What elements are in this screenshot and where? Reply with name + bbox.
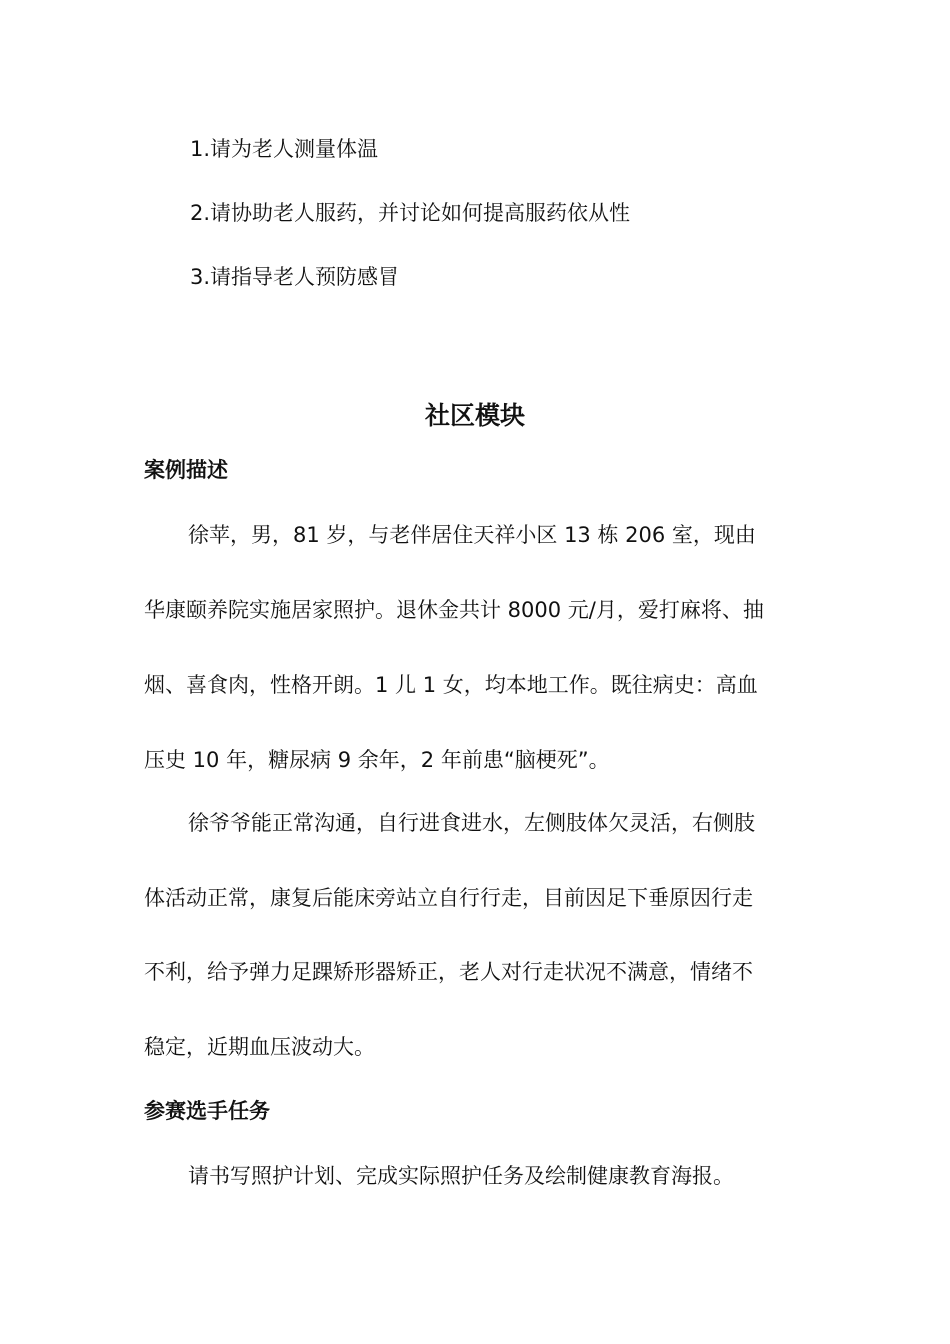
- case-paragraph2-line4: 稳定，近期血压波动大。: [144, 1035, 375, 1059]
- case-paragraph1-line4: 压史 10 年，糖尿病 9 余年，2 年前患“脑梗死”。: [144, 748, 610, 772]
- task-heading: 参赛选手任务: [144, 1099, 270, 1123]
- task-item-1: 1.请为老人测量体温: [190, 137, 379, 161]
- case-paragraph1-line2: 华康颐养院实施居家照护。退休金共计 8000 元/月，爱打麻将、抽: [144, 598, 764, 622]
- case-paragraph1-line3: 烟、喜食肉，性格开朗。1 儿 1 女，均本地工作。既往病史：高血: [144, 673, 758, 697]
- case-paragraph2-line2: 体活动正常，康复后能床旁站立自行行走，目前因足下垂原因行走: [144, 886, 753, 910]
- case-paragraph2-line3: 不利，给予弹力足踝矫形器矫正，老人对行走状况不满意，情绪不: [144, 960, 753, 984]
- task-item-2: 2.请协助老人服药，并讨论如何提高服药依从性: [190, 201, 631, 225]
- section-title: 社区模块: [424, 401, 525, 430]
- case-paragraph1-line1: 徐苹，男，81 岁，与老伴居住天祥小区 13 栋 206 室，现由: [188, 523, 756, 547]
- case-heading: 案例描述: [144, 458, 228, 482]
- task-text: 请书写照护计划、完成实际照护任务及绘制健康教育海报。: [188, 1164, 734, 1188]
- case-paragraph2-line1: 徐爷爷能正常沟通，自行进食进水，左侧肢体欠灵活，右侧肢: [188, 811, 755, 835]
- task-item-3: 3.请指导老人预防感冒: [190, 265, 400, 289]
